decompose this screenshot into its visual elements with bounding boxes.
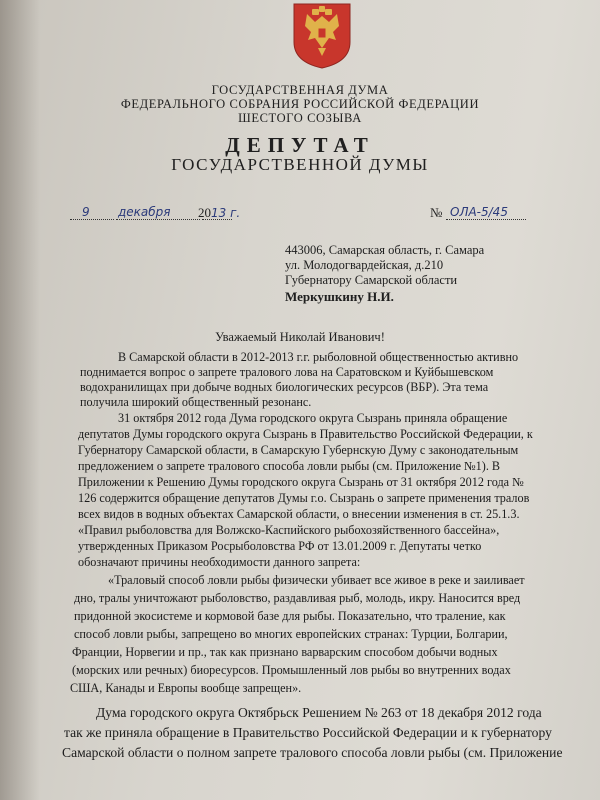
- date-year-prefix: 20: [198, 205, 211, 220]
- body-line: так же приняла обращение в Правительство Российской Федерации и к губернатору: [64, 725, 552, 740]
- body-line: Франции, Норвегии и пр., так как признано варварским способом добычи водных: [72, 645, 498, 659]
- address-line-3: Губернатору Самарской области: [285, 273, 458, 287]
- date-year-underline: [202, 219, 232, 220]
- body-line: «Траловый способ ловли рыбы физически убивает все живое в реке и заиливает: [108, 573, 525, 587]
- body-line: Губернатору Самарской области, в Самарскую Губернскую Думу с законодательным: [78, 443, 519, 457]
- body-line: 126 содержится обращение депутатов Думы г.о. Сызрань о запрете применения тралов: [78, 491, 530, 505]
- address-line-1: 443006, Самарская область, г. Самара: [285, 243, 485, 257]
- body-line: (морских или речных) биоресурсов. Промышленный лов рыбы во внутренних водах: [72, 663, 511, 677]
- header-line-2: ФЕДЕРАЛЬНОГО СОБРАНИЯ РОССИЙСКОЙ ФЕДЕРАЦИИ: [120, 97, 480, 111]
- recipient-name: Меркушкину Н.И.: [285, 289, 394, 304]
- date-year-suffix: 13 г.: [211, 206, 241, 220]
- body-line: Приложении к Решению Думы городского округа Сызрань от 31 октября 2012 года №: [78, 475, 524, 489]
- doc-number-underline: [446, 219, 526, 220]
- body-line: водохранилищах при добыче водных биологических ресурсов (ВБР). Эта тема: [80, 380, 489, 394]
- salutation: Уважаемый Николай Иванович!: [215, 330, 385, 344]
- document-title: ДЕПУТАТ: [225, 133, 375, 157]
- header-line-1: ГОСУДАРСТВЕННАЯ ДУМА: [211, 83, 389, 97]
- body-line: депутатов Думы городского округа Сызрань в Правительство Российской Федерации, к: [78, 427, 533, 441]
- header-line-3: ШЕСТОГО СОЗЫВА: [238, 111, 362, 125]
- date-day-underline: [70, 219, 114, 220]
- address-line-2: ул. Молодогвардейская, д.210: [285, 258, 444, 272]
- document-subtitle: ГОСУДАРСТВЕННОЙ ДУМЫ: [171, 155, 429, 174]
- body-line: придонной экосистеме и кормовой базе для рыбы. Показательно, что траление, как: [74, 609, 506, 623]
- body-line: дно, тралы уничтожают рыболовство, раздавливая рыб, молодь, икру. Наносится вред: [74, 591, 521, 605]
- doc-number: ОЛА-5/45: [450, 205, 508, 219]
- body-line: 31 октября 2012 года Дума городского округа Сызрань приняла обращение: [118, 411, 508, 425]
- body-line: В Самарской области в 2012-2013 г.г. рыболовной общественностью активно: [118, 350, 519, 364]
- body-line: предложением о запрете тралового способа ловли рыбы (см. Приложение №1). В: [78, 459, 501, 473]
- body-line: поднимается вопрос о запрете тралового лова на Саратовском и Куйбышевском: [80, 365, 494, 379]
- coat-of-arms-icon: [291, 2, 353, 70]
- body-line: «Правил рыболовства для Волжско-Каспийского рыбохозяйственного бассейна»,: [78, 523, 500, 537]
- body-line: Самарской области о полном запрете тралового способа ловли рыбы (см. Приложение: [62, 745, 563, 760]
- date-month-underline: [116, 219, 200, 220]
- body-line: способ ловли рыбы, запрещено во многих европейских странах: Турции, Болгарии,: [74, 627, 508, 641]
- body-line: Дума городского округа Октябрьск Решением № 263 от 18 декабря 2012 года: [96, 705, 542, 720]
- body-line: утвержденных Приказом Росрыболовства РФ от 13.01.2009 г. Депутаты четко: [78, 539, 482, 553]
- date-month: декабря: [118, 205, 171, 219]
- doc-number-label: №: [430, 205, 443, 220]
- date-number-line: [70, 205, 590, 227]
- body-line: США, Канады и Европы вообще запрещен».: [70, 681, 302, 695]
- body-line: обозначают причины необходимости данного запрета:: [78, 555, 361, 569]
- body-line: всех видов в водных объектах Самарской области, о внесении изменения в ст. 25.1.3.: [78, 507, 520, 521]
- date-day: 9: [82, 205, 90, 219]
- body-line: получила широкий общественный резонанс.: [80, 395, 312, 409]
